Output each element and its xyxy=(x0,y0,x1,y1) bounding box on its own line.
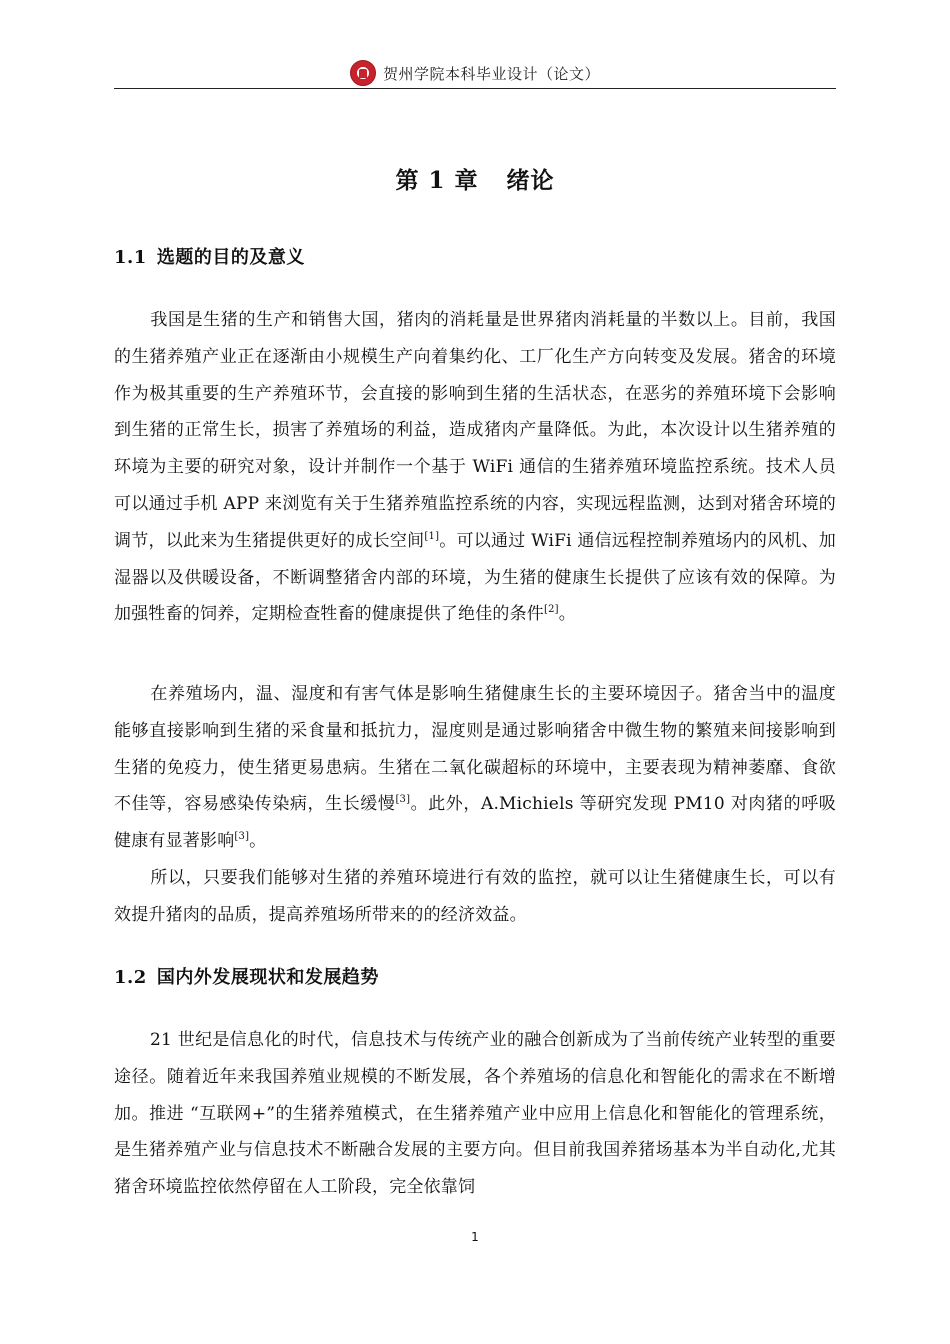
page-number: 1 xyxy=(471,1230,479,1244)
section-title: 选题的目的及意义 xyxy=(156,247,305,268)
paragraph xyxy=(114,1022,836,1206)
paragraph xyxy=(114,860,836,934)
paragraph xyxy=(114,676,836,860)
paragraph-text: 。 xyxy=(249,831,267,852)
paragraph-text: 我国是生猪的生产和销售大国，猪肉的消耗量是世界猪肉消耗量的半数以上。目前，我国的生猪养殖产业正在逐渐由小规模生产向着集约化、工厂化生产方向转变及发展。猪舍的环境作为极其重要的生产养殖环节，会直接的影响到生猪的生活状态，在恶劣的养殖环境下会影响到生猪的正常生长，损害了养殖场的利益，造成猪肉产量降低。为此，本次设计以生猪养殖的环境为主要的研究对象，设计并制作一个基于 WiFi 通信的生猪养殖环境监控系统。技术人员可以通过手机 APP 来浏览有关于生猪养殖监控系统的内容，实现远程监测，达到对猪舍环境的调节，以此来为生猪提供更好的成长空间 xyxy=(114,310,836,551)
section-heading-1-1 xyxy=(114,243,305,269)
chapter-name: 绪论 xyxy=(506,167,555,194)
section-number: 1.2 xyxy=(114,967,147,988)
paragraph-text: 所以，只要我们能够对生猪的养殖环境进行有效的监控，就可以让生猪健康生长，可以有效提升猪肉的品质，提高养殖场所带来的的经济效益。 xyxy=(114,868,836,925)
section-title: 国内外发展现状和发展趋势 xyxy=(156,967,379,988)
paragraph-text: 。 xyxy=(558,604,576,625)
citation: [1] xyxy=(424,530,440,542)
citation: [2] xyxy=(544,604,559,616)
section-heading-1-2 xyxy=(114,963,379,989)
citation: [3] xyxy=(395,794,411,806)
section-number: 1.1 xyxy=(114,247,147,268)
paragraph-text: 21 世纪是信息化的时代，信息技术与传统产业的融合创新成为了当前传统产业转型的重要途径。随着近年来我国养殖业规模的不断发展，各个养殖场的信息化和智能化的需求在不断增加。推进 “互联网+”的生猪养殖模式，在生猪养殖产业中应用上信息化和智能化的管理系统，是生猪养殖产业与信息技术不断融合发展的主要方向。但目前我国养猪场基本为半自动化,尤其猪舍环境监控依然停留在人工阶段，完全依靠饲 xyxy=(114,1030,836,1198)
page-header xyxy=(114,58,836,89)
citation: [3] xyxy=(234,831,250,843)
paragraph-text: 在养殖场内，温、湿度和有害气体是影响生猪健康生长的主要环境因子。猪舍当中的温度能够直接影响到生猪的采食量和抵抗力，湿度则是通过影响猪舍中微生物的繁殖来间接影响到生猪的免疫力，使生猪更易患病。生猪在二氧化碳超标的环境中，主要表现为精神萎靡、食欲不佳等，容易感染传染病，生长缓慢 xyxy=(114,684,836,815)
university-seal-icon xyxy=(350,60,376,86)
paragraph xyxy=(114,302,836,633)
chapter-number: 第 1 章 xyxy=(395,167,479,194)
paragraph-text: 。可以通过 WiFi 通信远程控制养殖场内的风机、加湿器以及供暖设备，不断调整猪舍内部的环境，为生猪的健康生长提供了应该有效的保障。为加强牲畜的饲养，定期检查牲畜的健康提供了绝佳的条件 xyxy=(114,530,836,625)
chapter-title xyxy=(0,162,950,195)
header-title: 贺州学院本科毕业设计（论文） xyxy=(382,64,600,83)
paragraph-text: 。此外，A.Michiels 等研究发现 PM10 对肉猪的呼吸健康有显著影响 xyxy=(114,794,836,852)
